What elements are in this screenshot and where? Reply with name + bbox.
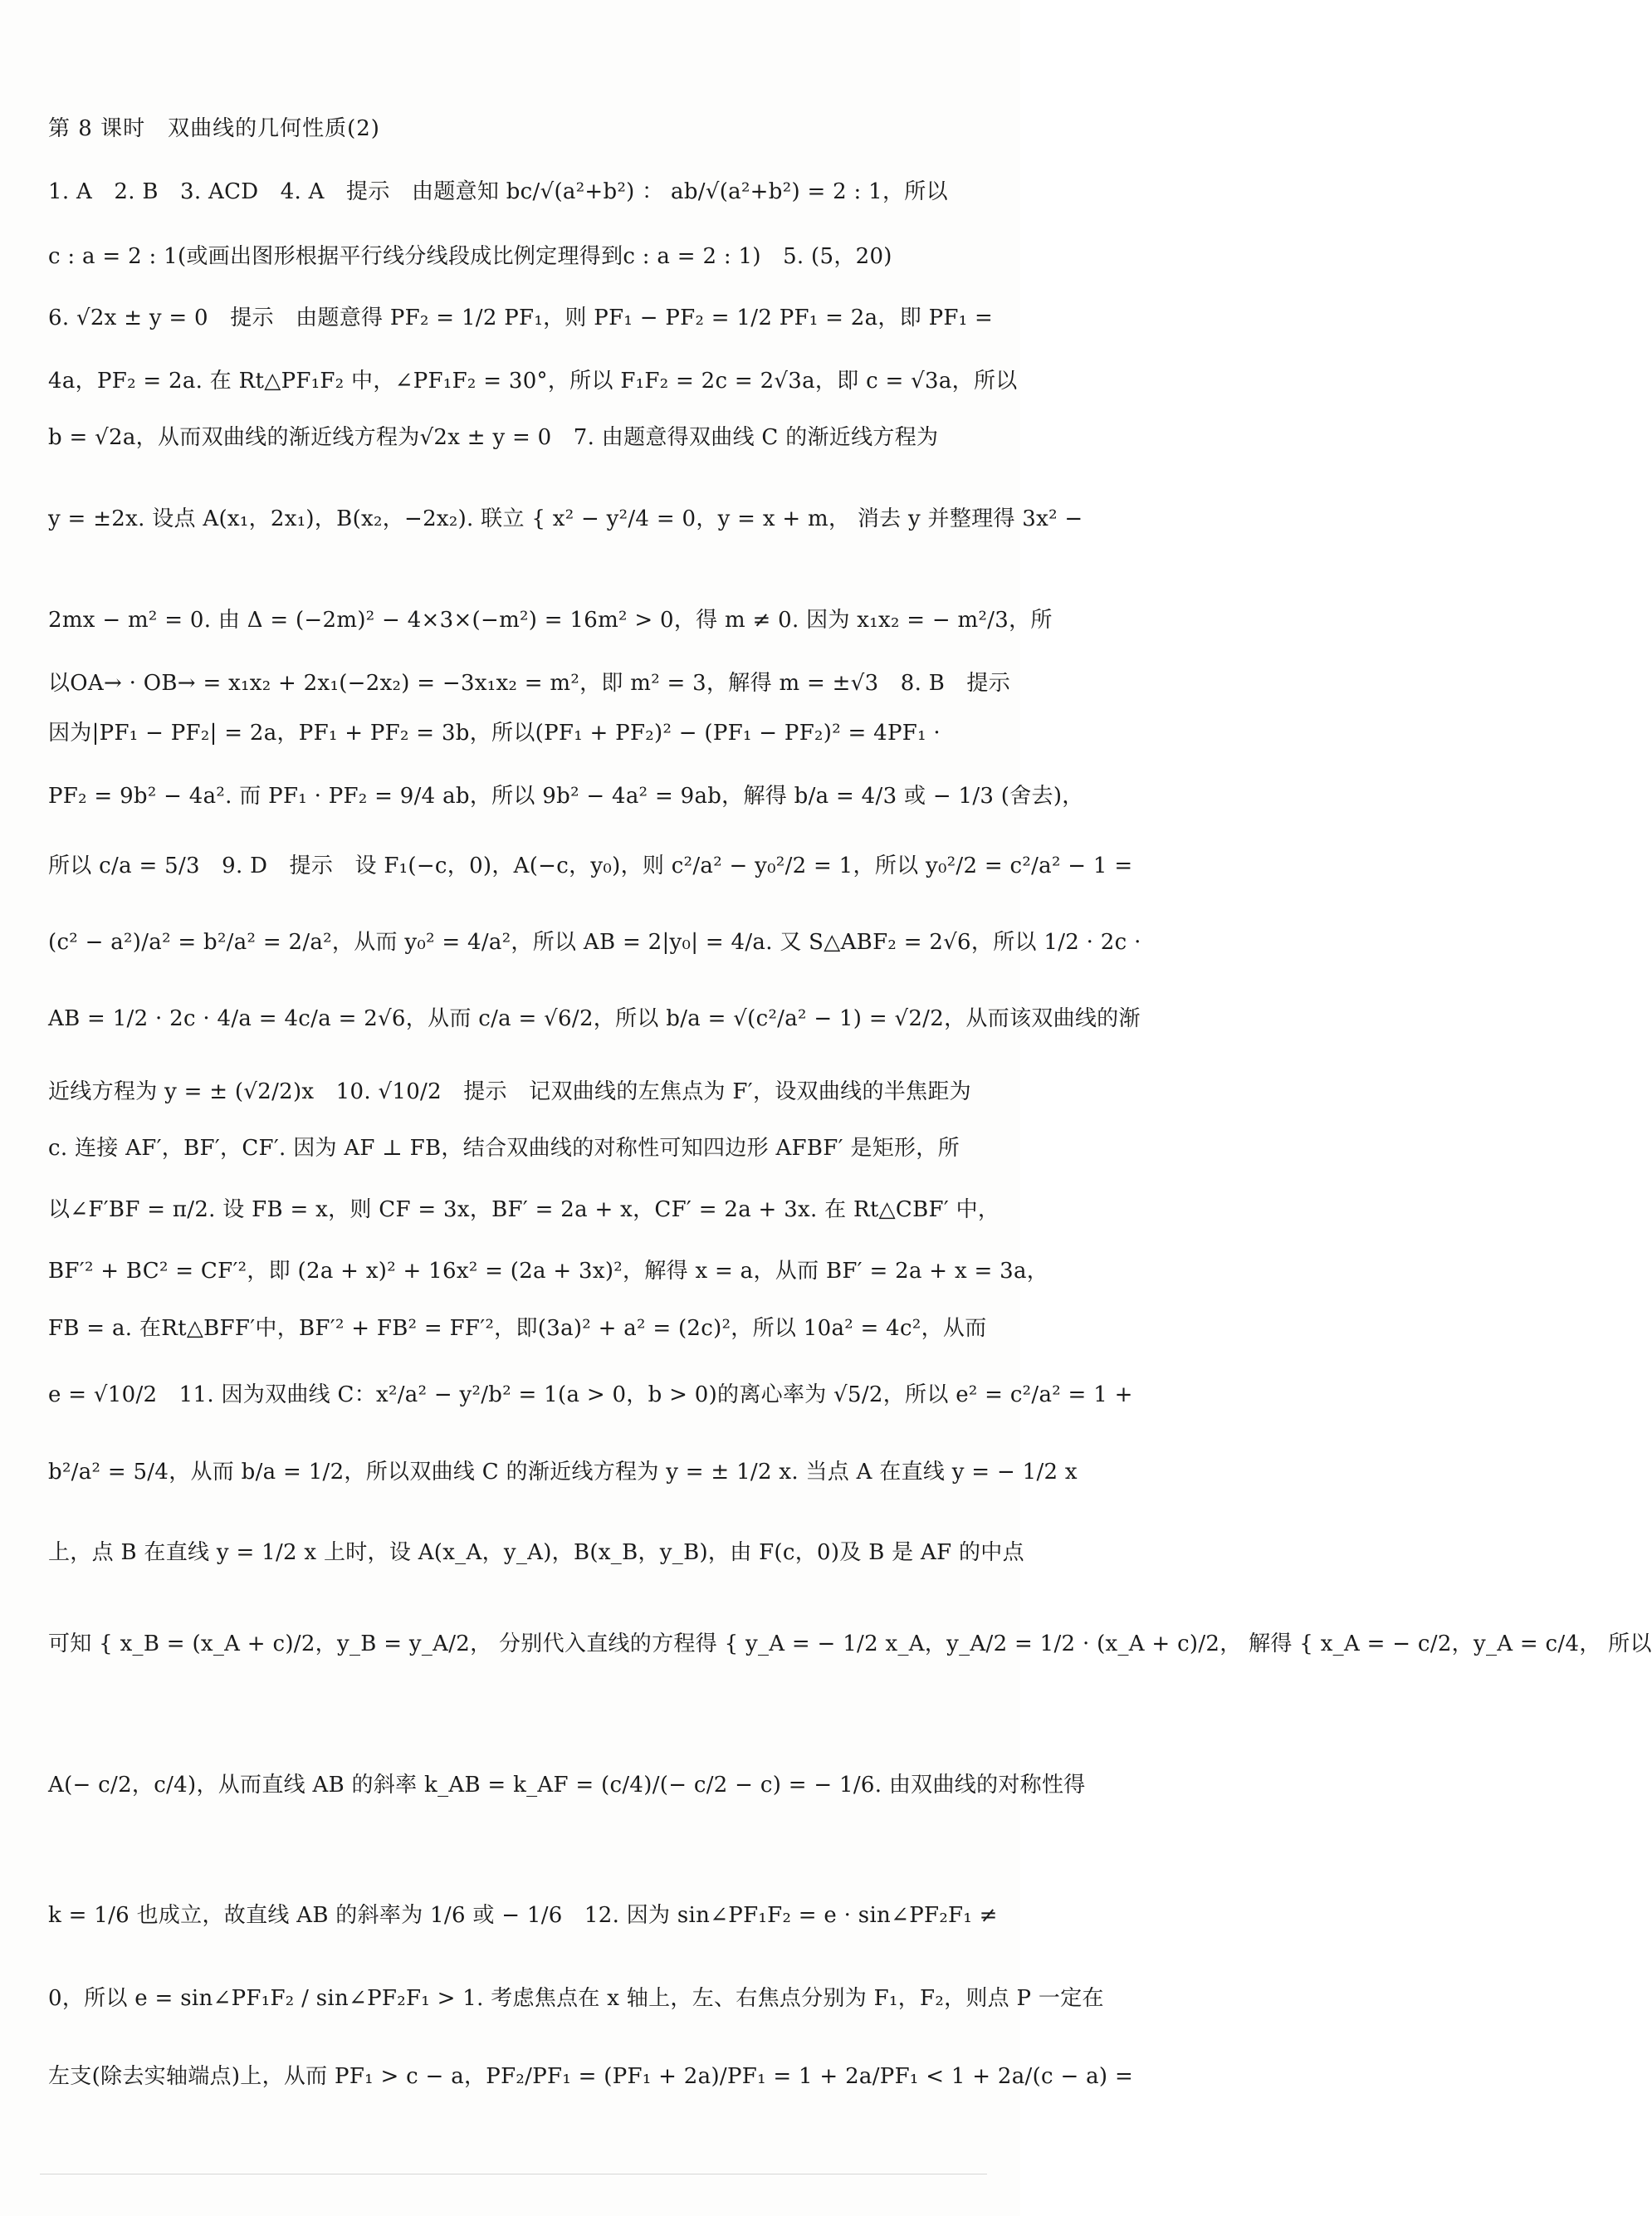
text-line: PF₂ = 9b² − 4a². 而 PF₁ · PF₂ = 9/4 ab，所以 9b² − 4a² = 9ab，解得 b/a = 4/3 或 − 1/3 (舍去)， <box>48 784 1084 809</box>
text-line: 可知 { x_B = (x_A + c)/2，y_B = y_A/2， 分别代入直线的方程得 { y_A = − 1/2 x_A，y_A/2 = 1/2 · (x_A + c)/2， 解得 { x_A = − c/2，y_A = c/4， 所以 <box>48 1631 1652 1656</box>
text-line: 以OA→ · OB→ = x₁x₂ + 2x₁(−2x₂) = −3x₁x₂ = m²，即 m² = 3，解得 m = ±√3 8. B 提示 <box>48 671 1011 696</box>
lesson-title: 第 8 课时 双曲线的几何性质(2) <box>48 116 380 141</box>
text-line: 近线方程为 y = ± (√2/2)x 10. √10/2 提示 记双曲线的左焦点为 F′，设双曲线的半焦距为 <box>48 1079 971 1104</box>
text-line: y = ±2x. 设点 A(x₁，2x₁)，B(x₂，−2x₂). 联立 { x² − y²/4 = 0，y = x + m， 消去 y 并整理得 3x² − <box>48 506 1083 531</box>
text-line: 因为|PF₁ − PF₂| = 2a，PF₁ + PF₂ = 3b，所以(PF₁ + PF₂)² − (PF₁ − PF₂)² = 4PF₁ · <box>48 721 941 746</box>
text-line: 上，点 B 在直线 y = 1/2 x 上时，设 A(x_A，y_A)，B(x_B，y_B)，由 F(c，0)及 B 是 AF 的中点 <box>48 1540 1024 1565</box>
text-line: k = 1/6 也成立，故直线 AB 的斜率为 1/6 或 − 1/6 12. 因为 sin∠PF₁F₂ = e · sin∠PF₂F₁ ≠ <box>48 1903 998 1928</box>
text-line: c : a = 2 : 1(或画出图形根据平行线分线段成比例定理得到c : a = 2 : 1) 5. (5，20) <box>48 244 892 269</box>
text-line: 6. √2x ± y = 0 提示 由题意得 PF₂ = 1/2 PF₁，则 PF₁ − PF₂ = 1/2 PF₁ = 2a，即 PF₁ = <box>48 306 994 330</box>
text-line: 以∠F′BF = π/2. 设 FB = x，则 CF = 3x，BF′ = 2a + x，CF′ = 2a + 3x. 在 Rt△CBF′ 中， <box>48 1197 1000 1222</box>
text-line: 1. A 2. B 3. ACD 4. A 提示 由题意知 bc/√(a²+b²) ： ab/√(a²+b²) = 2 : 1，所以 <box>48 179 948 204</box>
text-line: 4a，PF₂ = 2a. 在 Rt△PF₁F₂ 中，∠PF₁F₂ = 30°，所以 F₁F₂ = 2c = 2√3a，即 c = √3a，所以 <box>48 369 1018 394</box>
text-line: b²/a² = 5/4，从而 b/a = 1/2，所以双曲线 C 的渐近线方程为 y = ± 1/2 x. 当点 A 在直线 y = − 1/2 x <box>48 1460 1078 1485</box>
text-line: 2mx − m² = 0. 由 Δ = (−2m)² − 4×3×(−m²) = 16m² > 0，得 m ≠ 0. 因为 x₁x₂ = − m²/3，所 <box>48 608 1053 633</box>
text-line: AB = 1/2 · 2c · 4/a = 4c/a = 2√6，从而 c/a = √6/2，所以 b/a = √(c²/a² − 1) = √2/2，从而该双曲线的渐 <box>48 1006 1141 1031</box>
text-line: 0，所以 e = sin∠PF₁F₂ / sin∠PF₂F₁ > 1. 考虑焦点在 x 轴上，左、右焦点分别为 F₁，F₂，则点 P 一定在 <box>48 1986 1104 2011</box>
text-line: A(− c/2，c/4)，从而直线 AB 的斜率 k_AB = k_AF = (c/4)/(− c/2 − c) = − 1/6. 由双曲线的对称性得 <box>48 1773 1086 1798</box>
text-line: (c² − a²)/a² = b²/a² = 2/a²，从而 y₀² = 4/a²，所以 AB = 2|y₀| = 4/a. 又 S△ABF₂ = 2√6，所以 1/2 · 2c · <box>48 930 1141 955</box>
text-line: e = √10/2 11. 因为双曲线 C：x²/a² − y²/b² = 1(a > 0，b > 0)的离心率为 √5/2，所以 e² = c²/a² = 1 + <box>48 1382 1133 1407</box>
text-line: 所以 c/a = 5/3 9. D 提示 设 F₁(−c，0)，A(−c，y₀)，则 c²/a² − y₀²/2 = 1，所以 y₀²/2 = c²/a² − 1 = <box>48 854 1133 878</box>
text-line: BF′² + BC² = CF′²，即 (2a + x)² + 16x² = (2a + 3x)²，解得 x = a，从而 BF′ = 2a + x = 3a， <box>48 1259 1049 1284</box>
text-line: b = √2a，从而双曲线的渐近线方程为√2x ± y = 0 7. 由题意得双曲线 C 的渐近线方程为 <box>48 425 939 450</box>
text-line: c. 连接 AF′，BF′，CF′. 因为 AF ⊥ FB，结合双曲线的对称性可知四边形 AFBF′ 是矩形，所 <box>48 1136 960 1161</box>
text-line: FB = a. 在Rt△BFF′中，BF′² + FB² = FF′²，即(3a)² + a² = (2c)²，所以 10a² = 4c²，从而 <box>48 1316 987 1341</box>
text-line: 左支(除去实轴端点)上，从而 PF₁ > c − a，PF₂/PF₁ = (PF₁ + 2a)/PF₁ = 1 + 2a/PF₁ < 1 + 2a/(c − a) = <box>48 2064 1134 2089</box>
